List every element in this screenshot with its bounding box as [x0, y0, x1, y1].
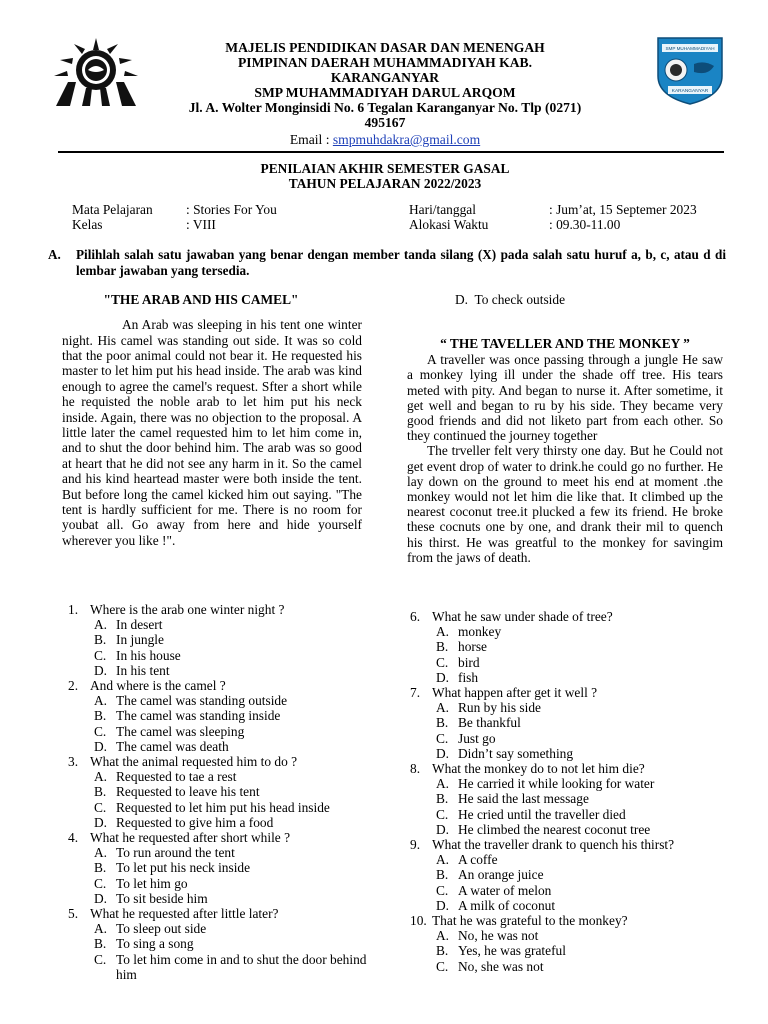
- question-text: And where is the camel ?: [90, 678, 226, 694]
- question-6: [410, 609, 726, 624]
- option-text: fish: [458, 669, 479, 685]
- story-1: [62, 292, 362, 548]
- option-letter: D.: [94, 662, 108, 678]
- option-letter: B.: [436, 867, 449, 883]
- option-letter: A.: [436, 624, 450, 640]
- option-letter: D.: [436, 745, 450, 761]
- option-text: The camel was sleeping: [116, 723, 245, 739]
- answer-option[interactable]: [94, 845, 368, 860]
- answer-option[interactable]: [436, 715, 726, 730]
- answer-option[interactable]: [94, 769, 368, 784]
- email-label: Email :: [289, 132, 330, 147]
- question-number: 9.: [410, 837, 421, 853]
- option-letter: B.: [436, 943, 449, 959]
- question-text: That he was grateful to the monkey?: [432, 913, 628, 929]
- option-letter: B.: [94, 784, 107, 800]
- question-1: [68, 602, 368, 617]
- option-text: A water of melon: [458, 882, 552, 898]
- question-text: What the monkey do to not let him die?: [432, 761, 645, 777]
- header-line-4: SMP MUHAMMADIYAH DARUL ARQOM: [254, 85, 516, 100]
- option-text: Be thankful: [458, 715, 521, 731]
- answer-option[interactable]: [94, 952, 368, 982]
- option-text: The camel was standing outside: [116, 693, 288, 709]
- subject-label: Mata Pelajaran: [72, 202, 153, 217]
- option-text: bird: [458, 654, 480, 670]
- question-number: 5.: [68, 906, 79, 922]
- option-letter: D.: [94, 738, 108, 754]
- question-text: What happen after get it well ?: [432, 685, 598, 701]
- question-number: 7.: [410, 685, 421, 701]
- header-line-1: MAJELIS PENDIDIKAN DASAR DAN MENENGAH: [225, 40, 545, 55]
- question-10: [410, 913, 726, 928]
- q5-option-d-continued: [455, 292, 735, 307]
- instruction-text: Pilihlah salah satu jawaban yang benar dengan member tanda silang (X) pada salah satu huruf a, b, c, atau d di lembar jawaban yang tersedia.: [76, 247, 726, 278]
- option-letter: C.: [94, 647, 107, 663]
- story-2-para-1: A traveller was once passing through a jungle He saw a monkey lying ill under the shade off tree. His tears meted with pity. And began to nurse it. After sometime, it get well and began to ru by his side. They became very good friends and did not liketo part from each other. So they continued the journey together: [407, 352, 723, 444]
- option-text: Run by his side: [458, 700, 541, 716]
- option-text: In his house: [116, 647, 181, 663]
- option-letter: B.: [436, 639, 449, 655]
- answer-option[interactable]: [94, 815, 368, 830]
- question-9: [410, 837, 726, 852]
- answer-option[interactable]: [436, 670, 726, 685]
- answer-option[interactable]: [94, 739, 368, 754]
- answer-option[interactable]: [436, 883, 726, 898]
- question-text: What the traveller drank to quench his thirst?: [432, 837, 675, 853]
- question-text: What he saw under shade of tree?: [432, 609, 613, 624]
- option-letter: D.: [94, 890, 108, 906]
- option-text: He climbed the nearest coconut tree: [458, 821, 651, 837]
- option-text: Requested to give him a food: [116, 814, 274, 830]
- exam-title: [170, 161, 600, 191]
- answer-option[interactable]: [94, 648, 368, 663]
- option-letter: C.: [436, 882, 449, 898]
- option-text: A milk of coconut: [458, 897, 556, 913]
- option-letter: A.: [436, 852, 450, 868]
- option-letter: C.: [436, 958, 449, 974]
- questions-right: [410, 609, 726, 974]
- header-line-2: PIMPINAN DAERAH MUHAMMADIYAH KAB.: [237, 55, 532, 70]
- story-2-title: “ THE TAVELLER AND THE MONKEY ”: [440, 336, 690, 351]
- option-letter: B.: [94, 860, 107, 876]
- school-badge-logo: [654, 32, 726, 106]
- question-text: What the animal requested him to do ?: [90, 754, 298, 770]
- option-letter: B.: [94, 708, 107, 724]
- badge-top-text: SMP MUHAMMADIYAH: [665, 46, 715, 51]
- header-line-3: KARANGANYAR: [330, 70, 440, 85]
- answer-option[interactable]: [94, 617, 368, 632]
- option-letter: A.: [436, 700, 450, 716]
- option-text: The camel was standing inside: [116, 708, 281, 724]
- option-letter: A.: [94, 769, 108, 785]
- q5-option-d-text: To check outside: [474, 292, 566, 307]
- option-text: He cried until the traveller died: [458, 806, 626, 822]
- question-2: [68, 678, 368, 693]
- option-letter: A.: [94, 617, 108, 633]
- option-letter: D.: [436, 821, 450, 837]
- question-text: What he requested after short while ?: [90, 830, 291, 846]
- exam-info-left: [72, 202, 277, 232]
- answer-option[interactable]: [436, 624, 726, 639]
- option-letter: C.: [94, 875, 107, 891]
- option-text: horse: [458, 639, 488, 655]
- answer-option[interactable]: [436, 655, 726, 670]
- answer-option[interactable]: [436, 776, 726, 791]
- q5-option-d-letter[interactable]: D.: [455, 292, 469, 307]
- exam-info-right: [409, 202, 697, 232]
- answer-option[interactable]: [436, 731, 726, 746]
- option-text: Requested to let him put his head inside: [116, 799, 330, 815]
- option-letter: A.: [436, 928, 450, 944]
- option-text: No, she was not: [458, 958, 544, 974]
- answer-option[interactable]: [436, 746, 726, 761]
- answer-option[interactable]: [436, 852, 726, 867]
- answer-option[interactable]: [94, 693, 368, 708]
- answer-option[interactable]: [94, 876, 368, 891]
- email-link[interactable]: smpmuhdakra@gmail.com: [332, 132, 481, 147]
- answer-option[interactable]: [94, 800, 368, 815]
- answer-option[interactable]: [436, 928, 726, 943]
- time-value: : 09.30-11.00: [549, 217, 621, 233]
- option-letter: C.: [94, 951, 107, 967]
- answer-option[interactable]: [94, 936, 368, 951]
- answer-option[interactable]: [436, 943, 726, 958]
- answer-option[interactable]: [94, 784, 368, 799]
- option-text: He said the last message: [458, 791, 589, 807]
- answer-option[interactable]: [436, 822, 726, 837]
- question-number: 2.: [68, 678, 79, 694]
- date-label: Hari/tanggal: [409, 202, 476, 217]
- exam-title-line-1: PENILAIAN AKHIR SEMESTER GASAL: [260, 161, 510, 176]
- class-label: Kelas: [72, 217, 103, 233]
- option-text: In jungle: [116, 632, 164, 648]
- answer-option[interactable]: [94, 891, 368, 906]
- instruction: [48, 247, 726, 279]
- story-2-para-2: The trveller felt very thirsty one day. But he Could not get event drop of water to drink.he could go no further. He lay down on the ground to meet his end at moment .the monkey would not let him die like that. It climbed up the nearest coconut tree.it plucked a few its friend. He broke these cocnuts one by one, and drank their mil to quench his thirst. He was greatful to the monkey for savingim from the jaws of death.: [407, 443, 723, 565]
- question-number: 6.: [410, 609, 421, 624]
- option-text: Requested to leave his tent: [116, 784, 260, 800]
- option-letter: A.: [94, 693, 108, 709]
- answer-option[interactable]: [94, 632, 368, 647]
- question-3: [68, 754, 368, 769]
- option-text: To sit beside him: [116, 890, 208, 906]
- question-text: Where is the arab one winter night ?: [90, 602, 285, 617]
- header-line-5: Jl. A. Wolter Monginsidi No. 6 Tegalan Karanganyar No. Tlp (0271): [188, 100, 582, 115]
- option-letter: C.: [436, 730, 449, 746]
- question-7: [410, 685, 726, 700]
- option-text: In his tent: [116, 662, 170, 678]
- question-4: [68, 830, 368, 845]
- option-letter: B.: [436, 715, 449, 731]
- answer-option[interactable]: [94, 724, 368, 739]
- header-divider: [58, 151, 724, 153]
- option-letter: B.: [436, 791, 449, 807]
- question-number: 10.: [410, 913, 427, 929]
- exam-title-line-2: TAHUN PELAJARAN 2022/2023: [288, 176, 482, 191]
- answer-option[interactable]: [94, 663, 368, 678]
- question-text: What he requested after little later?: [90, 906, 279, 922]
- option-text: monkey: [458, 624, 502, 640]
- answer-option[interactable]: [436, 959, 726, 974]
- option-letter: C.: [436, 806, 449, 822]
- answer-option[interactable]: [436, 700, 726, 715]
- option-letter: A.: [94, 845, 108, 861]
- question-5: [68, 906, 368, 921]
- question-number: 4.: [68, 830, 79, 846]
- option-text: Yes, he was grateful: [458, 943, 566, 959]
- option-text: Just go: [458, 730, 496, 746]
- question-8: [410, 761, 726, 776]
- option-text: No, he was not: [458, 928, 539, 944]
- option-letter: A.: [436, 776, 450, 792]
- option-text: To let him come in and to shut the door behind him: [116, 951, 367, 982]
- answer-option[interactable]: [436, 898, 726, 913]
- badge-bottom-text: KARANGANYAR: [671, 89, 709, 94]
- option-letter: C.: [436, 654, 449, 670]
- class-value: : VIII: [186, 217, 216, 233]
- option-letter: C.: [94, 723, 107, 739]
- option-letter: A.: [94, 921, 108, 937]
- answer-option[interactable]: [94, 860, 368, 875]
- answer-option[interactable]: [436, 807, 726, 822]
- option-letter: B.: [94, 936, 107, 952]
- option-letter: C.: [94, 799, 107, 815]
- school-header: [170, 40, 600, 147]
- option-letter: D.: [436, 669, 450, 685]
- header-line-6: 495167: [364, 115, 406, 130]
- time-label: Alokasi Waktu: [409, 217, 489, 233]
- questions-left: [68, 602, 368, 982]
- option-text: Requested to tae a rest: [116, 769, 237, 785]
- option-text: He carried it while looking for water: [458, 776, 655, 792]
- option-letter: D.: [436, 897, 450, 913]
- option-text: To let put his neck inside: [116, 860, 251, 876]
- option-text: An orange juice: [458, 867, 544, 883]
- answer-option[interactable]: [436, 639, 726, 654]
- option-text: A coffe: [458, 852, 498, 868]
- option-text: To let him go: [116, 875, 188, 891]
- date-value: : Jum’at, 15 Septemer 2023: [549, 202, 697, 217]
- story-1-text: An Arab was sleeping in his tent one winter night. His camel was standing out side. It was so cold that the poor animal could not bear it. He requested his master to let him put his head inside. The arab was kind enough to agree the camel's request. Sfter a short while he requisted the noble arab to let him put his neck inside. Again, there was no objection to the proposal. A little later the camel requested him to let him come in, and to shut the door behind him. The arab was so good at heart that he did not see any harm in it. So the camel and his kind heartead master were both inside the tent. But before long the camel kicked him out saying. "The tent is hardly sufficient for me. There is no room for youbat all. Go away from here and hide yourself wherever you like !".: [62, 317, 362, 548]
- instruction-letter: A.: [48, 247, 61, 262]
- option-text: To run around the tent: [116, 845, 235, 861]
- answer-option[interactable]: [94, 921, 368, 936]
- story-2: [407, 336, 723, 565]
- muhammadiyah-logo: [46, 36, 146, 108]
- subject-value: : Stories For You: [186, 202, 277, 217]
- option-text: The camel was death: [116, 738, 229, 754]
- option-text: Didn’t say something: [458, 745, 574, 761]
- option-letter: D.: [94, 814, 108, 830]
- option-letter: B.: [94, 632, 107, 648]
- question-number: 1.: [68, 602, 79, 617]
- email-line: [170, 132, 600, 147]
- question-number: 3.: [68, 754, 79, 770]
- option-text: To sing a song: [116, 936, 194, 952]
- answer-option[interactable]: [436, 867, 726, 882]
- option-text: To sleep out side: [116, 921, 207, 937]
- answer-option[interactable]: [436, 791, 726, 806]
- option-text: In desert: [116, 617, 163, 633]
- answer-option[interactable]: [94, 708, 368, 723]
- story-1-title: "THE ARAB AND HIS CAMEL": [103, 292, 299, 307]
- question-number: 8.: [410, 761, 421, 777]
